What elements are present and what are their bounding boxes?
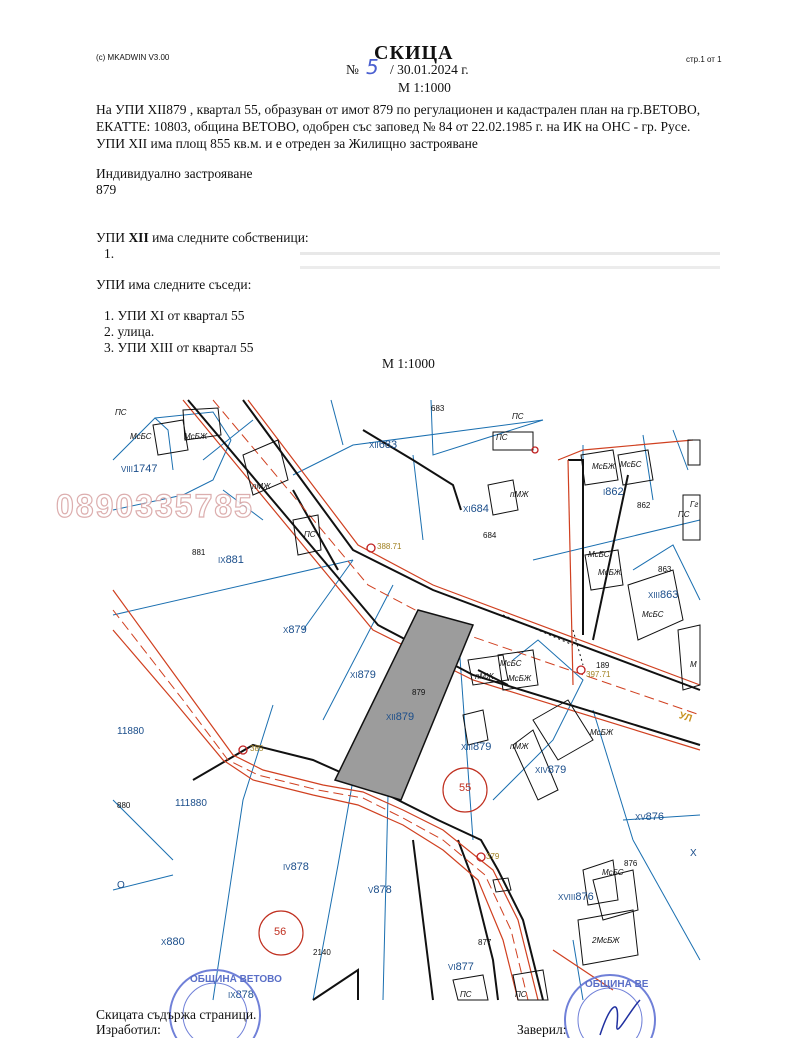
plot-label <box>386 711 414 723</box>
number-handwritten: 5 <box>366 55 379 79</box>
neighbors-heading: УПИ има следните съседи: <box>96 277 252 292</box>
number-prefix: № <box>346 62 359 77</box>
building-code: пМЖ <box>475 672 494 681</box>
plot-roman: XII <box>386 713 396 722</box>
cadastral-number: 189 <box>596 661 610 670</box>
ghost-line <box>300 252 720 255</box>
building-code: ПС <box>512 412 524 421</box>
building-code: МсБС <box>620 460 642 469</box>
plot-number: 879 <box>288 624 307 636</box>
building-code: МсБЖ <box>590 728 614 737</box>
plot-number: 1747 <box>133 463 158 475</box>
survey-point: 397.71 <box>586 670 611 679</box>
cadastral-number: 684 <box>483 531 497 540</box>
signature <box>600 1000 640 1035</box>
plot-number: 879 <box>473 741 492 753</box>
plot-label <box>558 891 594 903</box>
plot-roman: X <box>161 938 167 947</box>
plot-roman: VI <box>448 963 456 972</box>
plot-label <box>218 554 244 566</box>
cadastral-number: 881 <box>192 548 206 557</box>
cadastral-number: 862 <box>637 501 651 510</box>
cadastral-number: 876 <box>624 859 638 868</box>
plot-roman: XIV <box>535 766 548 775</box>
stamp-left <box>160 960 282 1038</box>
document-title: СКИЦА <box>374 42 454 64</box>
header-scale: М 1:1000 <box>398 80 451 95</box>
owners-item: 1. <box>104 246 115 261</box>
building-code: ПС <box>304 530 316 539</box>
building-code: МсБЖ <box>184 432 208 441</box>
cadastral-number: 863 <box>658 565 672 574</box>
plot-number: 877 <box>455 961 474 973</box>
plot-label <box>368 884 392 896</box>
plot-label <box>603 486 624 498</box>
building-code: ПС <box>460 990 472 999</box>
cadastral-number: О <box>117 880 125 891</box>
footer-pages: Скицата съдържа страници. <box>96 1007 257 1022</box>
plot-label <box>121 463 158 475</box>
plot-number: 684 <box>470 503 489 515</box>
footer-made-by: Изработил: <box>96 1022 161 1037</box>
neighbor-item: 3. УПИ XIII от квартал 55 <box>104 340 254 355</box>
plot-label <box>161 936 185 948</box>
building-code: Гг <box>690 500 699 509</box>
plot-number: 878 <box>235 989 254 1001</box>
cadastral-number: 880 <box>117 801 131 810</box>
building-code: МсБС <box>588 550 610 559</box>
plot-label <box>463 503 489 515</box>
building-code: ПС <box>678 510 690 519</box>
build-type: Индивидуално застрояване <box>96 166 253 181</box>
cadastral-number: 877 <box>478 938 492 947</box>
plot-label <box>350 669 376 681</box>
building-code: пМЖ <box>510 490 529 499</box>
plot-number: 862 <box>605 486 624 498</box>
quarter-number: 56 <box>274 926 287 938</box>
plot-number: 879 <box>547 764 567 776</box>
description-line-2: ЕКАТТЕ: 10803, община ВЕТОВО, одобрен със заповед № 84 от 22.02.1985 г. на ИК на ОНС - гр. Русе. <box>96 119 691 134</box>
plot-roman: XI <box>350 671 358 680</box>
building-code: МсБС <box>602 868 624 877</box>
quarter-number: 55 <box>459 782 472 794</box>
plot-label <box>635 811 664 823</box>
building-code: 2МсБЖ <box>592 936 620 945</box>
cadastral-number: 879 <box>412 688 426 697</box>
neighbor-item: 2. улица. <box>104 324 155 339</box>
cadastral-number: 683 <box>431 404 445 413</box>
plot-roman: XVIII <box>558 893 576 902</box>
owners-heading: УПИ XII има следните собственици: <box>96 230 309 245</box>
cadastral-number: Х <box>690 848 697 859</box>
plot-roman: XI <box>463 505 471 514</box>
plot-label <box>535 764 566 776</box>
plot-number: 863 <box>660 589 679 601</box>
plot-number: 876 <box>645 811 665 823</box>
cadastral-number: 11880 <box>117 726 145 737</box>
document-date: / 30.01.2024 г. <box>390 62 469 77</box>
cadastral-number: 2140 <box>313 948 331 957</box>
ghost-line <box>300 266 720 269</box>
building-code: пМЖ <box>252 482 271 491</box>
plot-roman: I <box>603 488 606 497</box>
map-scale: М 1:1000 <box>382 356 435 371</box>
plot-label <box>369 439 397 451</box>
survey-point: 385 <box>250 744 264 753</box>
building-code: ПС <box>115 408 127 417</box>
plot-number: 878 <box>290 861 309 873</box>
building-code: ПС <box>496 433 508 442</box>
property-number: 879 <box>96 182 117 197</box>
plot-label <box>283 861 309 873</box>
plot-label <box>461 741 491 753</box>
description-line-3: УПИ XII има площ 855 кв.м. и е отреден за Жилищно застрояване <box>96 136 478 151</box>
plot-roman: V <box>368 886 374 895</box>
plot-roman: XIII <box>648 591 661 600</box>
plot-label <box>448 961 474 973</box>
description-line-1: На УПИ XII879 , квартал 55, образуван от имот 879 по регулационен и кадастрален план на гр.ВЕТОВО, <box>96 102 701 117</box>
cadastral-number: 111880 <box>175 798 207 809</box>
neighbor-item: 1. УПИ XI от квартал 55 <box>104 308 245 323</box>
plot-number: 881 <box>225 554 244 566</box>
stamp-left-text: ОБЩИНА ВЕТОВО <box>190 974 282 985</box>
plot-number: 879 <box>357 669 376 681</box>
software-label: (c) MKADWIN V3.00 <box>96 53 170 62</box>
building-code: МсБЖ <box>598 568 622 577</box>
phone-watermark: 0890335785 <box>56 488 254 524</box>
building-code: МсБС <box>500 659 522 668</box>
building-code: МсБЖ <box>592 462 616 471</box>
plot-number: 876 <box>575 891 594 903</box>
plot-roman: VIII <box>121 465 134 474</box>
plot-roman: IX <box>228 991 236 1000</box>
plot-roman: X <box>283 626 289 635</box>
stamp-right-text: ОБЩИНА ВЕ <box>585 979 649 990</box>
plot-roman: XII <box>369 441 379 450</box>
survey-point: 388.71 <box>377 542 402 551</box>
plot-number: 683 <box>378 439 398 451</box>
plot-number: 878 <box>373 884 392 896</box>
footer-verified-by: Заверил: <box>517 1022 567 1037</box>
building-code: МсБС <box>642 610 664 619</box>
plot-number: 880 <box>166 936 185 948</box>
plot-roman: XIII <box>461 743 474 752</box>
plot-label <box>648 589 678 601</box>
plot-label <box>283 624 307 636</box>
building-code: ПС <box>515 990 527 999</box>
page-count: стр.1 от 1 <box>686 55 722 64</box>
plot-roman: IX <box>218 556 226 565</box>
plot-roman: XV <box>635 813 646 822</box>
stamp-right <box>555 965 665 1038</box>
plot-roman: IV <box>283 863 291 872</box>
building-code: М <box>690 660 697 669</box>
building-code: МсБС <box>130 432 152 441</box>
plot-number: 879 <box>395 711 415 723</box>
building-code: МсБЖ <box>508 674 532 683</box>
street-label: УЛ <box>677 710 694 725</box>
survey-point: 379 <box>486 852 500 861</box>
building-code: пМЖ <box>510 742 529 751</box>
